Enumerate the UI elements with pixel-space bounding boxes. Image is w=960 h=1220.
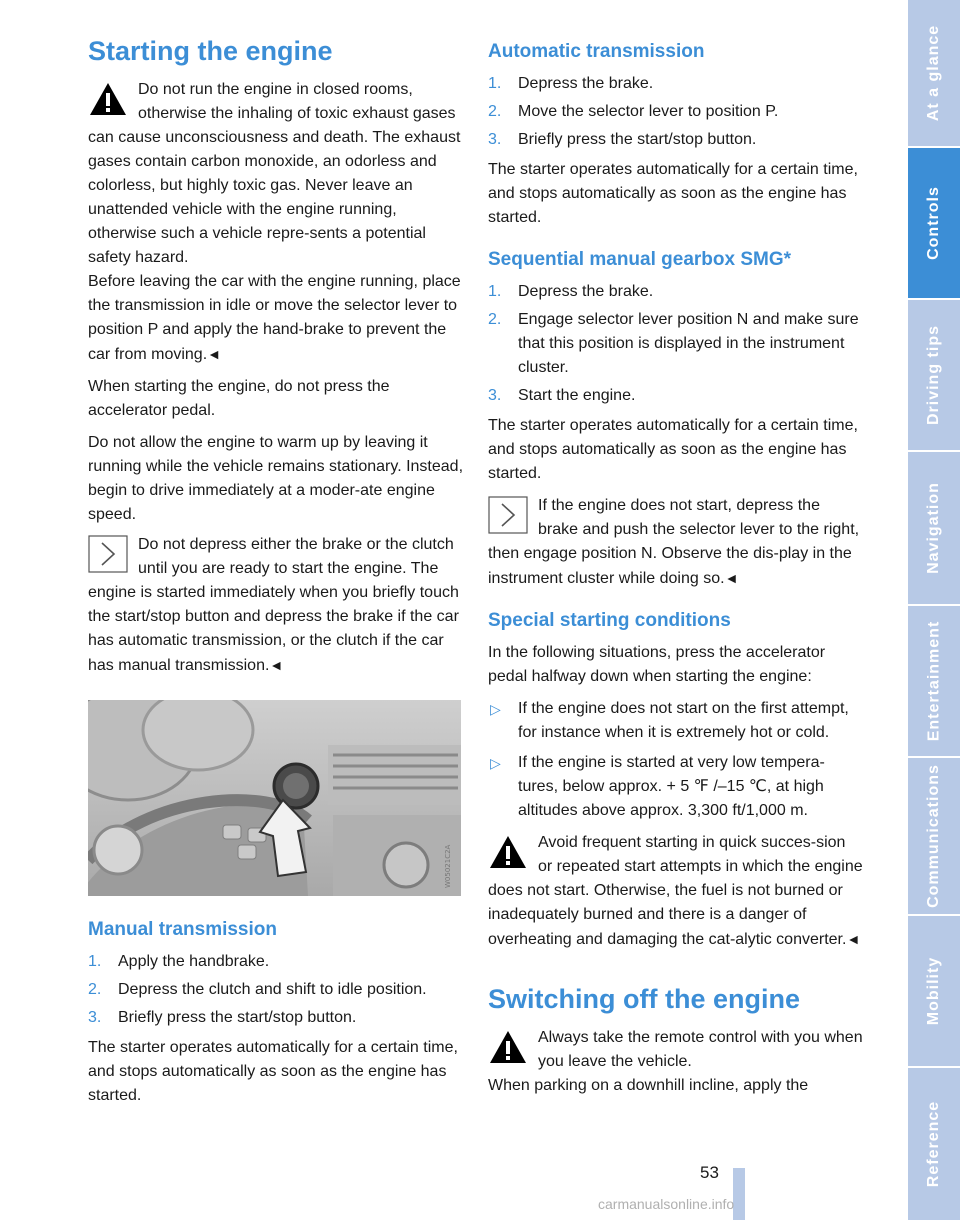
list-item: 2. Depress the clutch and shift to idle position. <box>88 981 427 998</box>
section-title: Starting the engine <box>88 36 333 66</box>
tab-reference[interactable]: Reference <box>925 1100 942 1188</box>
automatic-transmission-heading: Automatic transmission <box>488 41 705 62</box>
special-conditions-heading: Special starting conditions <box>488 610 731 631</box>
tab-navigation[interactable]: Navigation <box>908 452 960 606</box>
dashboard-illustration <box>88 700 461 896</box>
page-marker-bar <box>733 1168 745 1220</box>
note-arrow-icon <box>88 535 128 573</box>
manual-steps <box>88 950 463 1030</box>
list-item: 1. Depress the brake. <box>488 75 654 92</box>
tab-controls[interactable]: Controls <box>908 148 960 300</box>
watermark: carmanualsonline.info <box>598 1196 735 1212</box>
list-item: 3. Briefly press the start/stop button. <box>88 1009 357 1026</box>
list-item: ▷ If the engine is started at very low tempera-tures, below approx. + 5 ℉ /–15 ℃, at high altitudes above approx. 3,300 ft/1,000 m. <box>488 751 863 823</box>
warning-note <box>488 831 863 952</box>
end-mark: ◄ <box>269 657 284 673</box>
triangle-bullet-icon: ▷ <box>490 755 501 771</box>
tab-driving-tips[interactable]: Driving tips <box>908 300 960 452</box>
list-item: 1. Depress the brake. <box>488 283 654 300</box>
paragraph: The starter operates automatically for a certain time, and stops automatically as soon as the engine has started. <box>488 417 858 482</box>
figure-code: W05021C2A <box>444 844 452 888</box>
end-mark: ◄ <box>207 346 221 362</box>
start-stop-button-photo <box>88 700 461 896</box>
paragraph: The starter operates automatically for a certain time, and stops automatically as soon as the engine has started. <box>88 1039 458 1104</box>
warning-note <box>88 78 463 367</box>
warning-text: Avoid frequent starting in quick succes-sion or repeated start attempts in which the engine does not start. Otherwise, the fuel is not burned or inadequately burned and there is a danger of overheating and damaging the cat-alytic converter. <box>488 834 863 948</box>
smg-heading: Sequential manual gearbox SMG* <box>488 249 792 270</box>
warning-text: Do not run the engine in closed rooms, otherwise the inhaling of toxic exhaust gases can cause unconsciousness and death. The exhaust gases contain carbon monoxide, an odorless and colorless, but highly toxic gas. Never leave an unattended vehicle with the engine running, otherwise such a vehicle repre-sents a potential safety hazard. <box>88 81 461 266</box>
switching-off-title: Switching off the engine <box>488 984 800 1014</box>
tab-communications[interactable]: Communications <box>908 758 960 916</box>
note-arrow-icon <box>488 496 528 534</box>
paragraph: Do not allow the engine to warm up by leaving it running while the vehicle remains stationary. Instead, begin to drive immediately at a moder-ate engine speed. <box>88 434 464 523</box>
list-item: 2. Engage selector lever position N and make sure that this position is displayed in the instrument cluster. <box>488 311 859 376</box>
list-item: 3. Start the engine. <box>488 387 636 404</box>
tab-at-a-glance[interactable]: At a glance <box>908 0 960 148</box>
smg-steps <box>488 280 863 408</box>
info-note <box>488 494 863 591</box>
list-item: 1. Apply the handbrake. <box>88 953 270 970</box>
note-text: Do not depress either the brake or the clutch until you are ready to start the engine. The engine is started immediately when you briefly touch the start/stop button and depress the brake if the car has automatic transmission, or the clutch if the car has manual transmission. <box>88 536 459 674</box>
special-conditions-list <box>488 697 863 823</box>
warning-triangle-icon <box>488 1028 528 1066</box>
automatic-steps <box>488 72 863 152</box>
paragraph: When starting the engine, do not press the accelerator pedal. <box>88 378 390 419</box>
manual-transmission-heading: Manual transmission <box>88 919 277 940</box>
end-mark: ◄ <box>724 570 739 586</box>
info-note <box>88 533 463 678</box>
tab-entertainment[interactable]: Entertainment <box>908 606 960 758</box>
list-item: ▷ If the engine does not start on the first attempt, for instance when it is extremely hot or cold. <box>488 697 863 745</box>
warning-text-cont: Before leaving the car with the engine running, place the transmission in idle or move the selector lever to position P and apply the hand-brake to prevent the car from moving. <box>88 273 461 363</box>
list-item: 2. Move the selector lever to position P. <box>488 103 779 120</box>
right-column <box>488 34 863 1104</box>
warning-triangle-icon <box>488 833 528 871</box>
warning-triangle-icon <box>88 80 128 118</box>
warning-text: Always take the remote control with you when you leave the vehicle. <box>538 1029 863 1070</box>
note-text: If the engine does not start, depress the brake and push the selector lever to the right, then engage position N. Observe the dis-play in the instrument cluster while doing so. <box>488 497 860 587</box>
paragraph: When parking on a downhill incline, apply the <box>488 1077 809 1094</box>
chapter-sidebar <box>908 0 960 1220</box>
left-column <box>88 34 463 1114</box>
tab-mobility[interactable]: Mobility <box>908 916 960 1068</box>
triangle-bullet-icon: ▷ <box>490 701 501 717</box>
warning-note <box>488 1026 863 1098</box>
page-number: 53 <box>700 1163 719 1182</box>
list-item: 3. Briefly press the start/stop button. <box>488 131 757 148</box>
paragraph: The starter operates automatically for a certain time, and stops automatically as soon as the engine has started. <box>488 161 858 226</box>
paragraph: In the following situations, press the accelerator pedal halfway down when starting the engine: <box>488 644 826 685</box>
end-mark: ◄ <box>846 931 861 947</box>
